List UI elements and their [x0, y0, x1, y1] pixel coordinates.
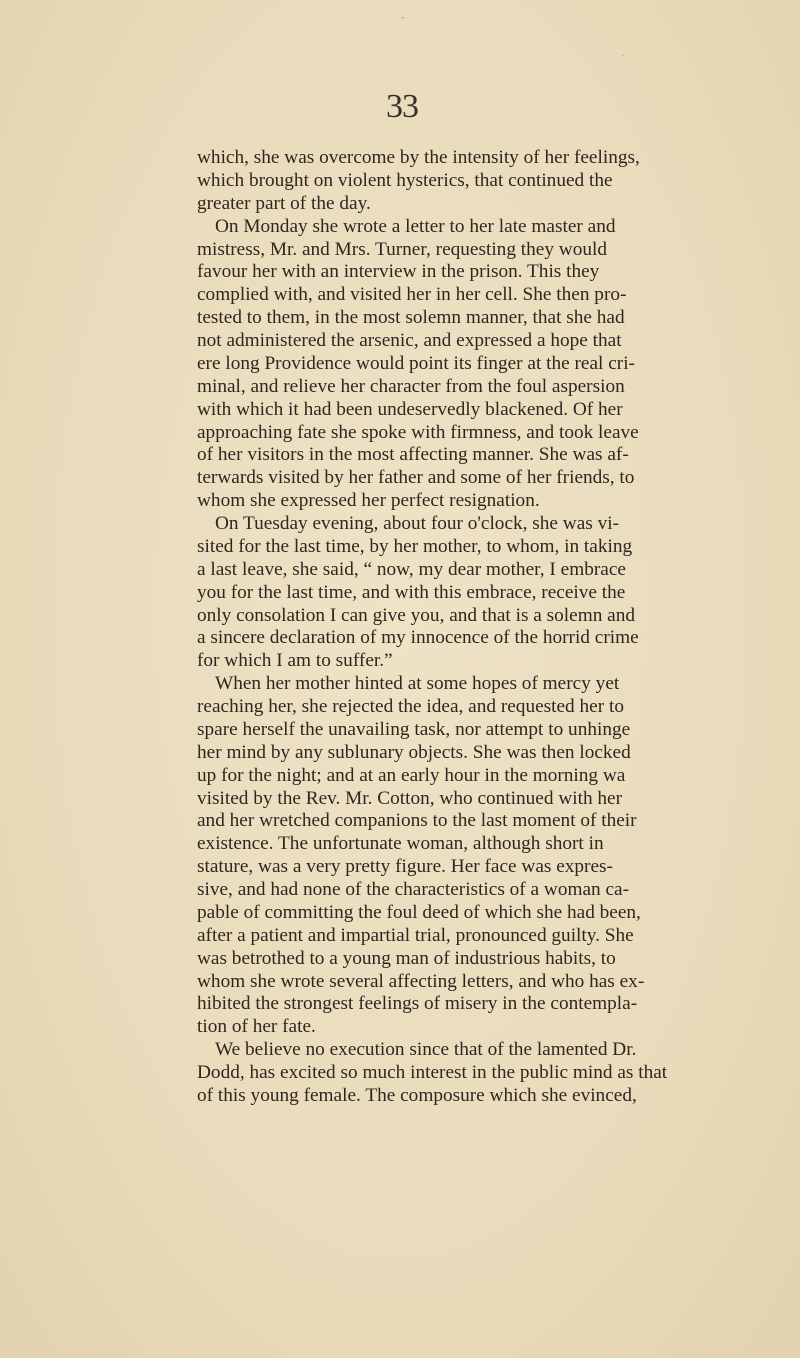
text-line: for which I am to suffer.” [197, 650, 393, 672]
text-line: a sincere declaration of my innocence of the horrid crime [197, 627, 639, 649]
text-line: mistress, Mr. and Mrs. Turner, requesting they would [197, 238, 608, 260]
page-speck: ˇ [401, 14, 405, 28]
text-line: was betrothed to a young man of industrious habits, to [197, 947, 616, 969]
text-line: visited by the Rev. Mr. Cotton, who continued with her [197, 787, 623, 809]
paragraph [197, 215, 639, 513]
text-line: and her wretched companions to the last moment of their [197, 810, 637, 832]
text-line: ere long Providence would point its finger at the real cri- [197, 352, 635, 374]
text-line: pable of committing the foul deed of which she had been, [197, 901, 641, 923]
text-line: tion of her fate. [197, 1016, 316, 1038]
text-line: with which it had been undeservedly blackened. Of her [197, 398, 623, 420]
page-number: 33 [386, 88, 418, 125]
text-line: sive, and had none of the characteristics of a woman ca- [197, 879, 630, 900]
text-line: On Tuesday evening, about four o'clock, she was vi- [215, 513, 620, 534]
text-line: existence. The unfortunate woman, although short in [197, 833, 604, 855]
body-text [197, 147, 668, 1108]
text-line: reaching her, she rejected the idea, and requested her to [197, 696, 624, 717]
text-line: greater part of the day. [197, 192, 371, 214]
text-line: which, she was overcome by the intensity of her feelings, [197, 147, 640, 168]
text-line: minal, and relieve her character from the foul aspersion [197, 375, 625, 397]
text-line: approaching fate she spoke with firmness, and took leave [197, 421, 639, 443]
paragraph [197, 673, 645, 1039]
text-line: spare herself the unavailing task, nor attempt to unhinge [197, 718, 631, 740]
text-line: not administered the arsenic, and expressed a hope that [197, 330, 622, 351]
text-line: terwards visited by her father and some of her friends, to [197, 467, 635, 489]
text-line: Dodd, has excited so much interest in the public mind as that [197, 1062, 668, 1083]
text-line: after a patient and impartial trial, pronounced guilty. She [197, 924, 634, 946]
paragraph [197, 1039, 668, 1108]
text-line: When her mother hinted at some hopes of mercy yet [215, 673, 620, 695]
text-line: a last leave, she said, “ now, my dear mother, I embrace [197, 558, 626, 580]
text-line: up for the night; and at an early hour in the morning wa [197, 764, 626, 786]
text-line: We believe no execution since that of the lamented Dr. [215, 1039, 637, 1061]
text-line: sited for the last time, by her mother, to whom, in taking [197, 535, 633, 557]
text-line: you for the last time, and with this embrace, receive the [197, 581, 626, 603]
text-line: whom she wrote several affecting letters, and who has ex- [197, 970, 645, 992]
paragraph [197, 147, 640, 216]
text-line: tested to them, in the most solemn manner, that she had [197, 307, 625, 329]
text-line: complied with, and visited her in her cell. She then pro- [197, 284, 627, 306]
text-line: whom she expressed her perfect resignation. [197, 490, 540, 512]
text-line: which brought on violent hysterics, that continued the [197, 169, 613, 191]
page-speck: · [621, 48, 625, 62]
paragraph [197, 513, 639, 673]
text-line: only consolation I can give you, and that is a solemn and [197, 604, 636, 626]
text-line: On Monday she wrote a letter to her late master and [215, 215, 616, 237]
text-line: of her visitors in the most affecting manner. She was af- [197, 444, 629, 466]
text-line: of this young female. The composure which she evinced, [197, 1084, 637, 1106]
text-line: favour her with an interview in the prison. This they [197, 261, 600, 283]
text-line: stature, was a very pretty figure. Her face was expres- [197, 856, 613, 878]
text-line: hibited the strongest feelings of misery in the contempla- [197, 993, 638, 1015]
text-line: her mind by any sublunary objects. She was then locked [197, 741, 631, 763]
